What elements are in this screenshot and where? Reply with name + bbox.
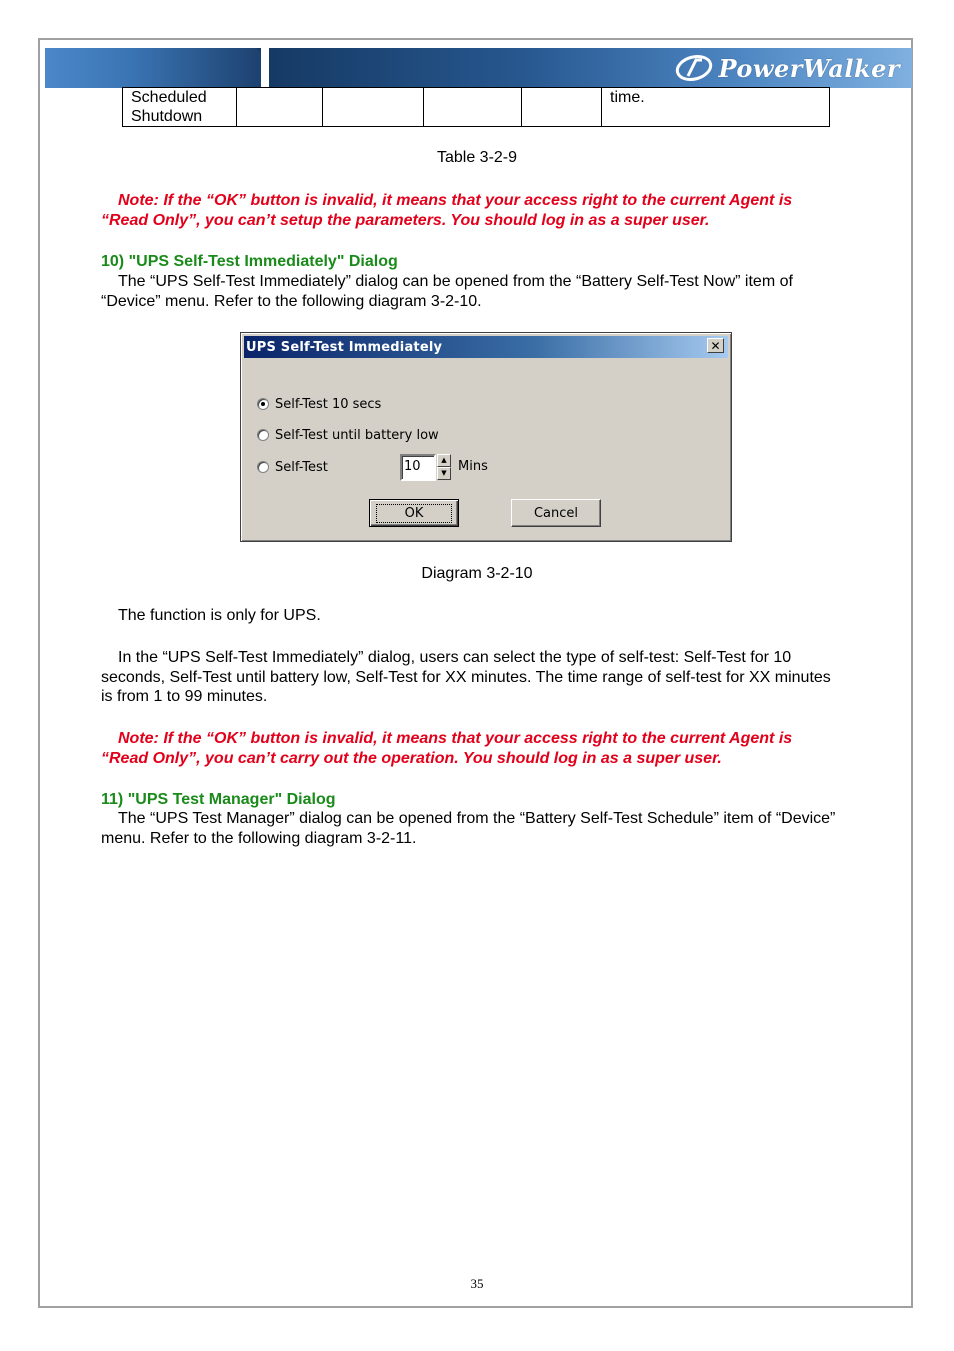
section-11-body: The “UPS Test Manager” dialog can be opened from the “Battery Self-Test Schedule” item of “Device” menu. Refer to the following diagram 3-2-11. — [101, 810, 836, 847]
option-self-test-10-secs[interactable] — [257, 395, 381, 413]
dialog-description: In the “UPS Self-Test Immediately” dialog, users can select the type of self-test: Self-Test for 10 seconds, Self-Test until battery low, Self-Test for XX minutes. The time range of self-test for XX minutes is from 1 to 99 minutes. — [101, 649, 831, 705]
radio-checked-icon[interactable] — [257, 398, 269, 410]
note-carry-out-operation: Note: If the “OK” button is invalid, it means that your access right to the current Agent is “Read Only”, you can’t carry out the operation. You should log in as a super user. — [101, 730, 793, 767]
radio-icon[interactable] — [257, 429, 269, 441]
diagram-caption: Diagram 3-2-10 — [421, 565, 533, 582]
dialog-title: UPS Self-Test Immediately — [246, 339, 443, 355]
logo-text: PowerWalker — [718, 53, 900, 83]
radio-icon[interactable] — [257, 461, 269, 473]
dialog-titlebar[interactable] — [244, 336, 728, 358]
ups-self-test-dialog — [240, 332, 732, 542]
section-10-body: The “UPS Self-Test Immediately” dialog can be opened from the “Battery Self-Test Now” item of “Device” menu. Refer to the following diagram 3-2-10. — [101, 273, 793, 310]
header-divider — [261, 48, 269, 88]
header-band — [45, 48, 912, 88]
header-left-tab — [45, 48, 261, 88]
option-self-test-minutes[interactable] — [257, 458, 328, 476]
ok-button-label: OK — [404, 505, 424, 521]
stepper-up-icon[interactable]: ▲ — [437, 454, 451, 467]
table-cell — [522, 88, 602, 127]
stepper-down-icon[interactable]: ▼ — [437, 467, 451, 480]
function-note: The function is only for UPS. — [118, 607, 321, 624]
cancel-button[interactable] — [511, 499, 601, 527]
option-label: Self-Test — [275, 459, 328, 475]
minutes-unit-label: Mins — [458, 459, 488, 474]
section-10-heading: 10) "UPS Self-Test Immediately" Dialog — [101, 253, 398, 270]
option-label: Self-Test 10 secs — [275, 396, 382, 412]
cancel-button-label: Cancel — [533, 505, 579, 521]
table-cell — [237, 88, 323, 127]
logo-emblem-icon — [674, 54, 714, 82]
section-11-heading: 11) "UPS Test Manager" Dialog — [101, 791, 336, 808]
option-label: Self-Test until battery low — [275, 427, 439, 443]
option-self-test-until-battery-low[interactable] — [257, 426, 439, 444]
table-cell — [424, 88, 522, 127]
continued-table — [122, 87, 830, 127]
powerwalker-logo — [674, 52, 900, 84]
table-cell: Scheduled Shutdown — [123, 88, 237, 127]
table-caption: Table 3-2-9 — [436, 149, 518, 166]
close-icon: ✕ — [710, 338, 721, 353]
ok-button[interactable] — [369, 499, 459, 527]
minutes-stepper[interactable] — [437, 454, 451, 481]
close-button[interactable] — [707, 338, 724, 353]
table-row — [123, 88, 830, 127]
page-number: 35 — [470, 1276, 484, 1291]
note-setup-parameters: Note: If the “OK” button is invalid, it means that your access right to the current Agent is “Read Only”, you can’t setup the parameters. You should log in as a super user. — [101, 192, 793, 229]
table-cell: time. — [602, 88, 830, 127]
minutes-input[interactable]: 10 — [400, 454, 436, 481]
table-cell — [323, 88, 424, 127]
